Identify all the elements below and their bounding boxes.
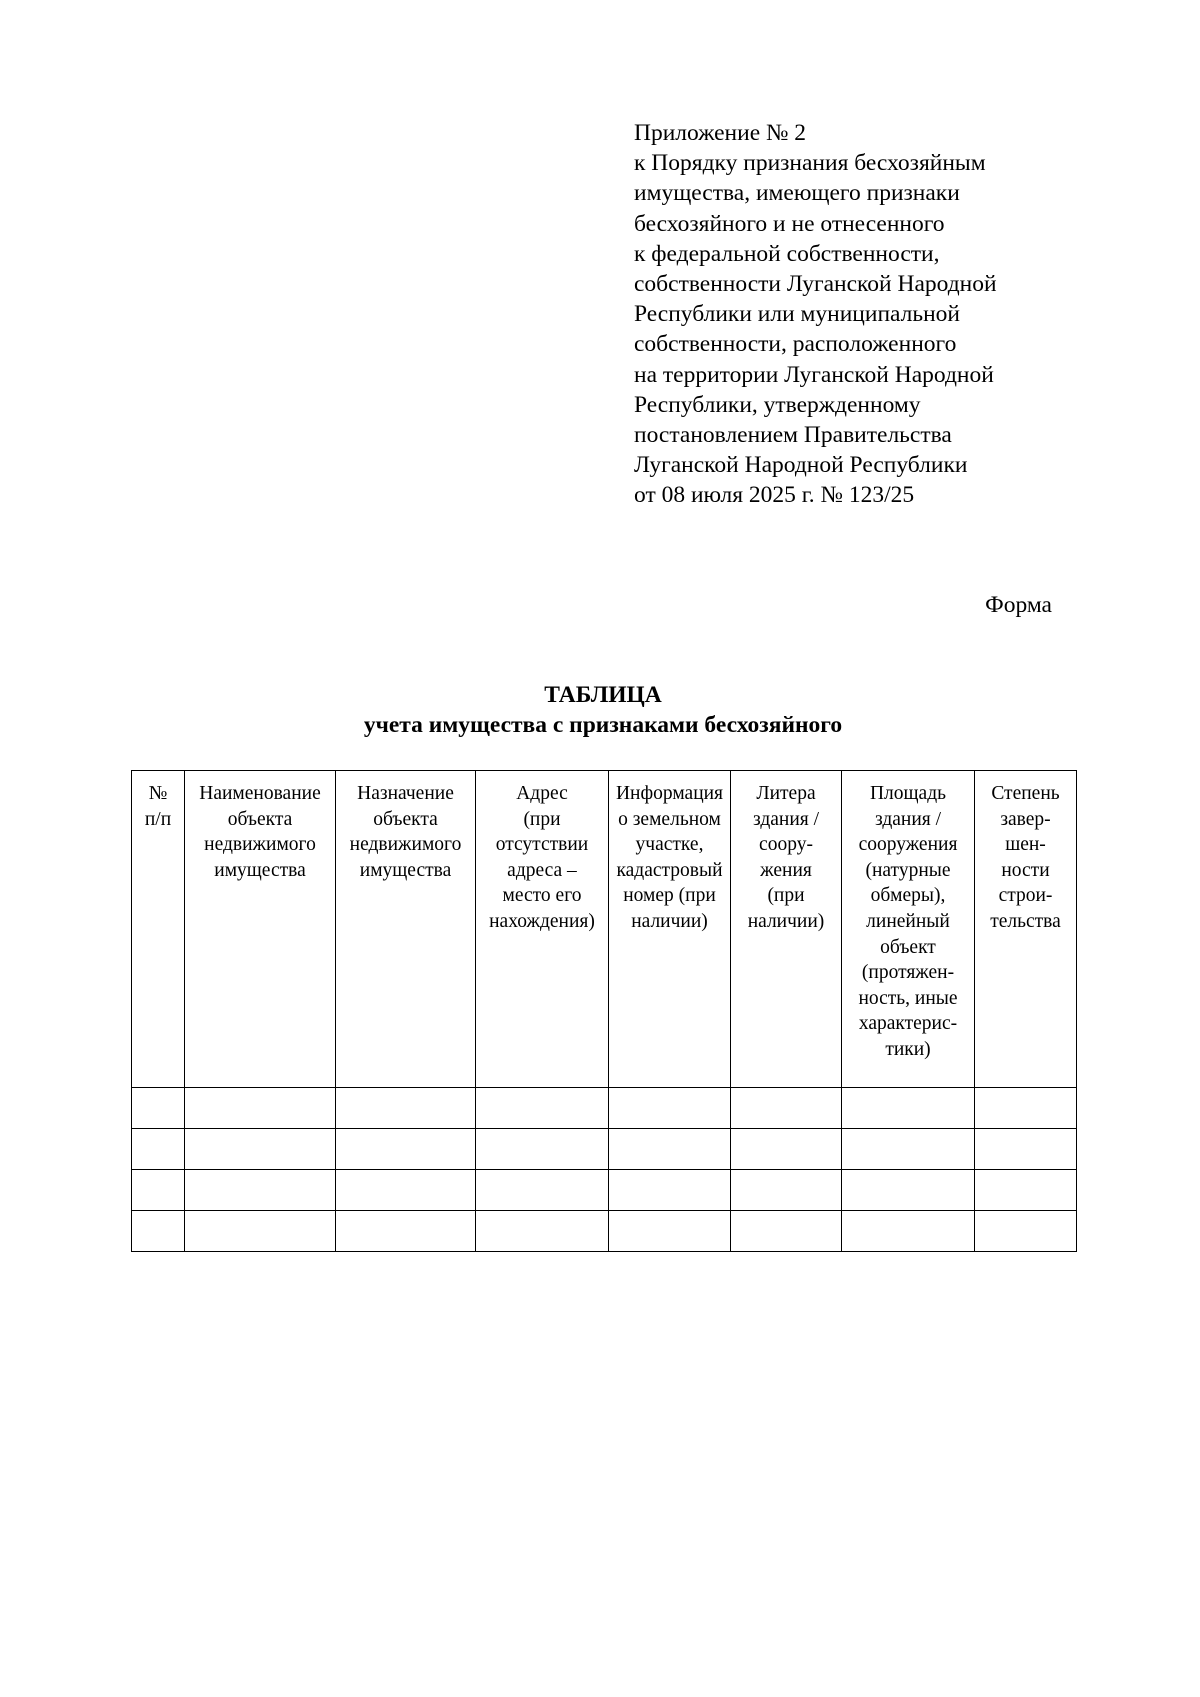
table-cell[interactable] [476, 1211, 609, 1252]
annex-line: от 08 июля 2025 г. № 123/25 [634, 482, 915, 509]
annex-line: постановлением Правительства [634, 422, 952, 449]
header-cell-name: Наименование объекта недвижимого имущества [185, 771, 336, 1088]
annex-line: на территории Луганской Народной [634, 361, 994, 388]
annex-line: Республики, утвержденному [634, 391, 921, 418]
table-cell[interactable] [975, 1129, 1077, 1170]
header-cell-area: Площадь здания / сооружения (натурные обмеры), линейный объект (протяжен- ность, иные характерис- тики) [842, 771, 975, 1088]
document-title [130, 680, 1076, 740]
table-cell[interactable] [975, 1211, 1077, 1252]
annex-reference-block [634, 118, 1094, 511]
table-cell[interactable] [609, 1170, 731, 1211]
header-cell-purpose: Назначение объекта недвижимого имущества [336, 771, 476, 1088]
table-cell[interactable] [336, 1088, 476, 1129]
table-cell[interactable] [336, 1211, 476, 1252]
annex-line: к федеральной собственности, [634, 240, 940, 267]
table-cell[interactable] [336, 1170, 476, 1211]
subtitle-line: учета имущества с признаками бесхозяйного [363, 712, 843, 738]
table-cell[interactable] [185, 1211, 336, 1252]
annex-line: имущества, имеющего признаки [634, 180, 960, 207]
table-row [132, 1088, 1077, 1129]
table-cell[interactable] [609, 1088, 731, 1129]
annex-line: Луганской Народной Республики [634, 452, 968, 479]
table-cell[interactable] [975, 1088, 1077, 1129]
table-cell[interactable] [185, 1170, 336, 1211]
table-cell[interactable] [975, 1170, 1077, 1211]
table-header-row [132, 771, 1077, 1088]
table-cell[interactable] [132, 1129, 185, 1170]
table-cell[interactable] [132, 1170, 185, 1211]
header-cell-address: Адрес (при отсутствии адреса – место его нахождения) [476, 771, 609, 1088]
header-cell-land-plot: Информация о земельном участке, кадастровый номер (при наличии) [609, 771, 731, 1088]
table-cell[interactable] [476, 1129, 609, 1170]
annex-line: Приложение № 2 [634, 120, 807, 146]
table-cell[interactable] [336, 1129, 476, 1170]
table-row [132, 1211, 1077, 1252]
annex-line: собственности Луганской Народной [634, 271, 997, 298]
title-line: ТАБЛИЦА [544, 682, 662, 708]
table-cell[interactable] [609, 1211, 731, 1252]
property-register-table [131, 770, 1077, 1252]
header-cell-building-letter: Литера здания / соору- жения (при наличии) [731, 771, 842, 1088]
table-cell[interactable] [132, 1211, 185, 1252]
table-cell[interactable] [842, 1129, 975, 1170]
table-cell[interactable] [731, 1088, 842, 1129]
table-cell[interactable] [842, 1211, 975, 1252]
table-cell[interactable] [842, 1088, 975, 1129]
table-cell[interactable] [731, 1129, 842, 1170]
table-row [132, 1170, 1077, 1211]
table-cell[interactable] [132, 1088, 185, 1129]
table-cell[interactable] [476, 1088, 609, 1129]
annex-line: бесхозяйного и не отнесенного [634, 210, 945, 237]
table-cell[interactable] [731, 1170, 842, 1211]
table-cell[interactable] [731, 1211, 842, 1252]
header-cell-number: № п/п [132, 771, 185, 1088]
table-cell[interactable] [842, 1170, 975, 1211]
table-cell[interactable] [476, 1170, 609, 1211]
table-cell[interactable] [185, 1129, 336, 1170]
table-cell[interactable] [185, 1088, 336, 1129]
table-row [132, 1129, 1077, 1170]
table-cell[interactable] [609, 1129, 731, 1170]
annex-line: Республики или муниципальной [634, 301, 961, 328]
header-cell-completion: Степень завер- шен- ности строи- тельства [975, 771, 1077, 1088]
form-label: Форма [985, 592, 1052, 618]
annex-line: собственности, расположенного [634, 331, 957, 358]
annex-line: к Порядку признания бесхозяйным [634, 150, 986, 177]
